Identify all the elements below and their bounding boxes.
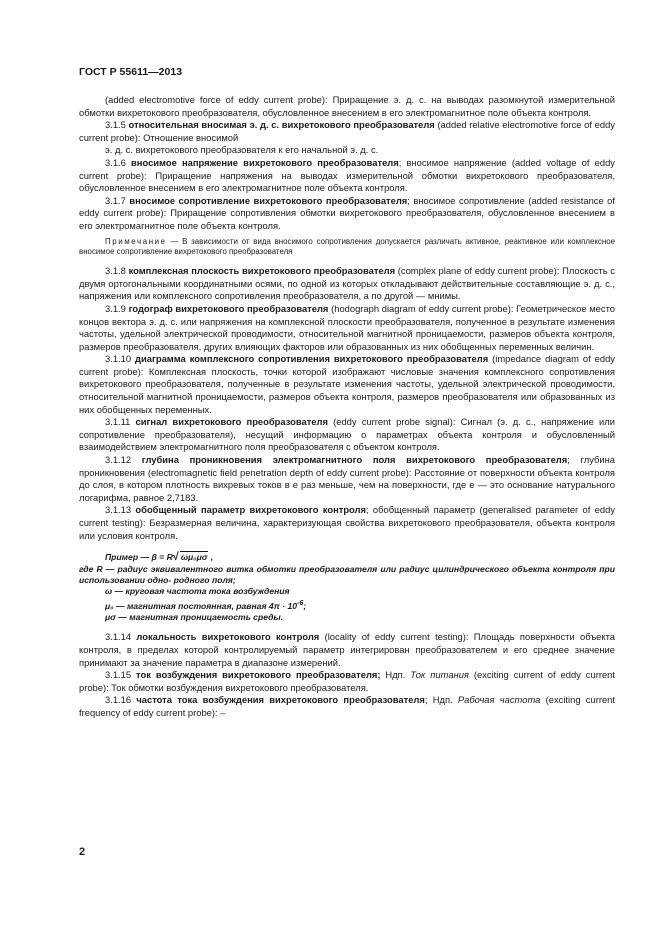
paragraph-3-1-11: 3.1.11 сигнал вихретокового преобразователя (eddy current probe signal): Сигнал (э. д. с., напряжение или сопротивление преобразователя), несущий информацию о параметрах объекта контроля и обусловленный взаимодействием электромагнитного поля преобразователя с объектом контроля.	[79, 416, 615, 453]
formula-radicand: ωμ₀μσ	[180, 552, 208, 563]
page-number: 2	[79, 846, 86, 858]
example-block	[79, 551, 615, 623]
sqrt-icon: √	[172, 551, 179, 564]
paragraph-3-1-8: 3.1.8 комплексная плоскость вихретокового преобразователя (complex plane of eddy current probe): Плоскость с двумя ортогональными координатными осями, по одной из которых откладывают действительные составляющие э. д. с., напряжения или комплексного сопротивления преобразователя, а по другой — мнимы.	[79, 265, 615, 302]
term-3-1-12: глубина проникновения электромагнитного поля вихретокового преобразователя	[141, 454, 568, 466]
term-3-1-11: сигнал вихретокового преобразователя	[135, 416, 328, 428]
document-page	[79, 66, 615, 720]
paragraph-3-1-14: 3.1.14 локальность вихретокового контроля (locality of eddy current testing): Площадь поверхности объекта контроля, в пределах которой контролируемый параметр интегрирован преобразователем и его среднее значение принимают за значение параметра в диапазоне измерений.	[79, 631, 616, 668]
term-3-1-7: вносимое сопротивление вихретокового преобразователя	[129, 194, 408, 206]
deprecated-term-3-1-16: Рабочая частота	[457, 694, 541, 706]
note-block	[79, 237, 615, 258]
paragraph-3-1-7: 3.1.7 вносимое сопротивление вихретокового преобразователя; вносимое сопротивление (added resistance of eddy current probe): Приращение сопротивления обмотки вихретокового преобразователя, обусловленное внесением в его электромагнитное поле объекта контроля.	[79, 194, 615, 231]
document-body	[79, 94, 615, 720]
document-header: ГОСТ Р 55611—2013	[79, 66, 183, 78]
example-formula-line: Пример — β = R√ ωμ₀μσ ,	[105, 551, 214, 564]
term-3-1-14: локальность вихретокового контроля	[136, 631, 320, 643]
term-3-1-15: ток возбуждения вихретокового преобразователя;	[136, 669, 381, 681]
paragraph-3-1-10: 3.1.10 диаграмма комплексного сопротивления вихретокового преобразователя (impedance diagram of eddy current probe): Комплексная плоскость, точки которой изображают числовые значения комплексного сопротивления вихретокового преобразователя, полученные в результате изменения частоты, удельной электрической проводимости, относительной магнитной проницаемости, размеров объекта контроля, размеров преобразователя или образованных из них обобщенных переменных.	[79, 353, 615, 415]
paragraph-3-1-5: 3.1.5 относительная вносимая э. д. с. вихретокового преобразователя (added relative electromotive force of eddy current probe): Отношение вносимой	[79, 119, 615, 143]
exponent: -6	[297, 598, 304, 607]
paragraph-3-1-12: 3.1.12 глубина проникновения электромагнитного поля вихретокового преобразователя; глубина проникновения (electromagnetic field penetration depth of eddy current probe): Расстояние от поверхности объекта контроля до слоя, в котором плотность вихревых токов в e раз меньше, чем на поверхности, где e — это основание натурального логарифма, равное 2,7183.	[79, 454, 616, 503]
deprecated-term-3-1-15: Ток питания	[410, 669, 469, 681]
term-3-1-13: обобщенный параметр вихретокового контроля	[135, 504, 366, 516]
paragraph-3-1-9: 3.1.9 годограф вихретокового преобразователя (hodograph diagram of eddy current probe): Геометрическое место концов вектора э. д. с. или напряжения на комплексной плоскости преобразователя, полученное в результате изменения частоты, удельной электрической проводимости, относительной магнитной проницаемости, размеров объекта контроля, размеров преобразователя, других влияющих факторов или образованных из них обобщенных переменных величин.	[79, 302, 615, 352]
example-label: Пример —	[105, 552, 152, 563]
example-line-radius: где R — радиус эквивалентного витка обмотки преобразователя или радиус цилиндрического объекта контроля при использовании одно- родного поля;	[79, 563, 615, 585]
paragraph-intro: (added electromotive force of eddy current probe): Приращение э. д. с. на выводах разомкнутой измерительной обмотки вихретокового преобразователя, обусловленное внесением в его электромагнитное поле объекта контроля.	[79, 94, 615, 118]
formula-lhs: β = R	[151, 552, 173, 563]
term-3-1-6: вносимое напряжение вихретокового преобразователя	[131, 156, 399, 168]
term-3-1-5: относительная вносимая э. д. с. вихретокового преобразователя	[128, 119, 435, 131]
paragraph-3-1-6: 3.1.6 вносимое напряжение вихретокового преобразователя; вносимое напряжение (added voltage of eddy current probe): Приращение напряжения на выводах измерительной обмотки вихретокового преобразователя, обусловленное внесением в его электромагнитное поле объекта контроля.	[79, 156, 615, 194]
paragraph-3-1-5-cont: э. д. с. вихретокового преобразователя к его начальной э. д. с.	[105, 144, 379, 156]
note-label: Примечание	[105, 236, 167, 246]
term-3-1-8: комплексная плоскость вихретокового преобразователя	[128, 265, 396, 277]
note-text: — В зависимости от вида вносимого сопротивления допускается различать активное, реактивное или комплексное вносимое сопротивление вихретокового преобразователя	[79, 236, 615, 256]
example-line-mu0: μ₀ — магнитная постоянная, равная $4\pi \cdot 10^{-6}$;	[105, 598, 307, 611]
example-line-omega: ω — круговая частота тока возбуждения	[105, 586, 290, 597]
term-3-1-16: частота тока возбуждения вихретокового преобразователя	[136, 694, 425, 706]
paragraph-3-1-15: 3.1.15 ток возбуждения вихретокового преобразователя; Ндп. Ток питания (exciting current of eddy current probe): Ток обмотки возбуждения вихретокового преобразователя.	[79, 669, 615, 693]
paragraph-3-1-13: 3.1.13 обобщенный параметр вихретокового контроля; обобщенный параметр (generalised parameter of eddy current testing): Безразмерная величина, характеризующая свойства вихретокового преобразователя, объекта контроля или условия контроля.	[79, 504, 616, 541]
example-line-mu-sigma: μσ — магнитная проницаемость среды.	[105, 612, 284, 623]
paragraph-3-1-16: 3.1.16 частота тока возбуждения вихретокового преобразователя; Ндп. Рабочая частота (exciting current frequency of eddy current probe): –	[79, 694, 615, 719]
term-3-1-9: годограф вихретокового преобразователя	[128, 302, 329, 314]
term-3-1-10: диаграмма комплексного сопротивления вихретокового преобразователя	[135, 353, 489, 365]
